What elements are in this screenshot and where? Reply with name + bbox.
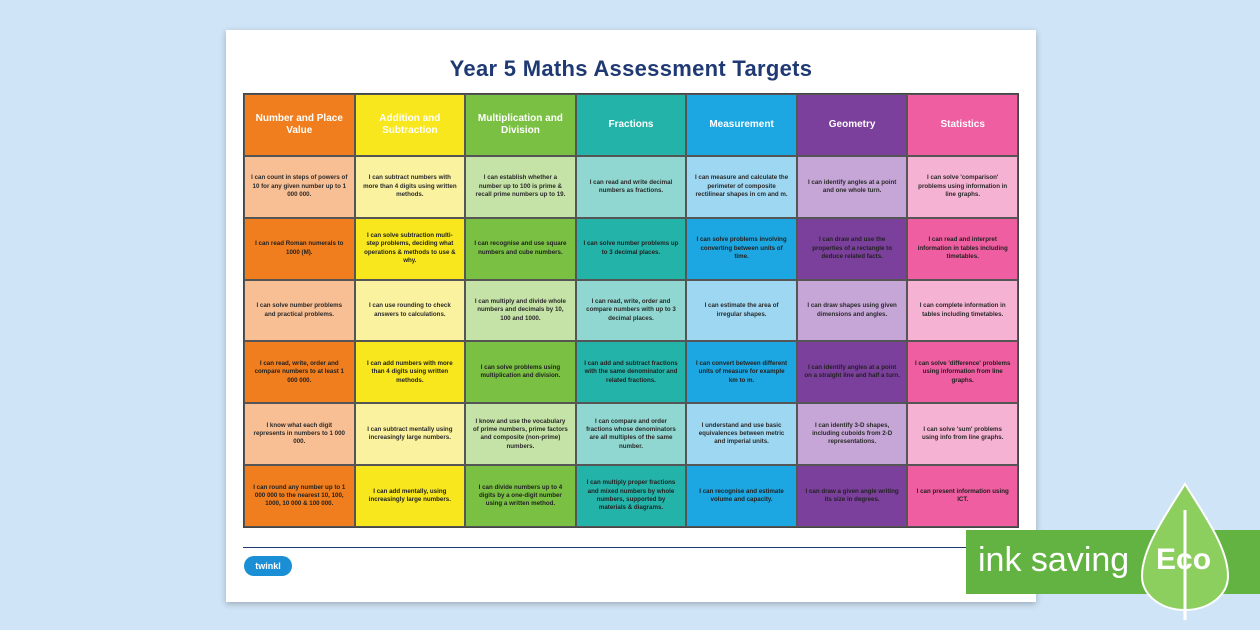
target-cell: I can read Roman numerals to 1000 (M).: [244, 218, 355, 280]
target-cell: I can solve 'sum' problems using info from line graphs.: [907, 403, 1018, 465]
target-cell: I can add mentally, using increasingly large numbers.: [355, 465, 466, 527]
target-cell: I can subtract numbers with more than 4 digits using written methods.: [355, 156, 466, 218]
target-cell: I can estimate the area of irregular shapes.: [686, 280, 797, 342]
target-cell: I can add and subtract fractions with the same denominator and related fractions.: [576, 341, 687, 403]
target-cell: I can read, write, order and compare numbers to at least 1 000 000.: [244, 341, 355, 403]
target-cell: I can solve problems using multiplication and division.: [465, 341, 576, 403]
ink-saving-label: ink saving: [978, 541, 1130, 579]
target-cell: I can identify angles at a point on a straight line and half a turn.: [797, 341, 908, 403]
target-cell: I can convert between different units of measure for example km to m.: [686, 341, 797, 403]
target-cell: I can identify angles at a point and one whole turn.: [797, 156, 908, 218]
target-cell: I can round any number up to 1 000 000 to the nearest 10, 100, 1000, 10 000 & 100 000.: [244, 465, 355, 527]
targets-table: [243, 93, 1019, 528]
target-cell: I understand and use basic equivalences between metric and imperial units.: [686, 403, 797, 465]
target-cell: I can present information using ICT.: [907, 465, 1018, 527]
target-cell: I can draw a given angle writing its size in degrees.: [797, 465, 908, 527]
target-cell: I can identify 3-D shapes, including cuboids from 2-D representations.: [797, 403, 908, 465]
column-header: Statistics: [907, 94, 1018, 156]
target-cell: I can solve subtraction multi-step problems, deciding what operations & methods to use & why.: [355, 218, 466, 280]
target-cell: I can multiply proper fractions and mixed numbers by whole numbers, supported by materials & diagrams.: [576, 465, 687, 527]
column-header: Multiplication and Division: [465, 94, 576, 156]
target-cell: I can use rounding to check answers to calculations.: [355, 280, 466, 342]
target-cell: I can draw and use the properties of a rectangle to deduce related facts.: [797, 218, 908, 280]
column-header: Geometry: [797, 94, 908, 156]
target-cell: I can measure and calculate the perimeter of composite rectilinear shapes in cm and m.: [686, 156, 797, 218]
target-cell: I can solve number problems and practical problems.: [244, 280, 355, 342]
column-header: Addition and Subtraction: [355, 94, 466, 156]
target-cell: I can solve 'difference' problems using information from line graphs.: [907, 341, 1018, 403]
target-cell: I can compare and order fractions whose denominators are all multiples of the same number.: [576, 403, 687, 465]
target-cell: I can multiply and divide whole numbers and decimals by 10, 100 and 1000.: [465, 280, 576, 342]
page-title: Year 5 Maths Assessment Targets: [449, 56, 813, 81]
target-cell: I can establish whether a number up to 100 is prime & recall prime numbers up to 19.: [465, 156, 576, 218]
target-cell: I can subtract mentally using increasingly large numbers.: [355, 403, 466, 465]
target-cell: I can draw shapes using given dimensions and angles.: [797, 280, 908, 342]
target-cell: I can read and write decimal numbers as fractions.: [576, 156, 687, 218]
worksheet-page: [226, 30, 1036, 602]
target-cell: I can read, write, order and compare numbers with up to 3 decimal places.: [576, 280, 687, 342]
target-cell: I can solve 'comparison' problems using information in line graphs.: [907, 156, 1018, 218]
footer-divider: [243, 547, 1019, 548]
target-cell: I know what each digit represents in numbers to 1 000 000.: [244, 403, 355, 465]
target-cell: I can add numbers with more than 4 digits using written methods.: [355, 341, 466, 403]
column-header: Number and Place Value: [244, 94, 355, 156]
eco-label: Eco: [1156, 543, 1212, 576]
target-cell: I can solve number problems up to 3 decimal places.: [576, 218, 687, 280]
target-cell: I can read and interpret information in tables including timetables.: [907, 218, 1018, 280]
target-cell: I can divide numbers up to 4 digits by a one-digit number using a written method.: [465, 465, 576, 527]
column-header: Measurement: [686, 94, 797, 156]
target-cell: I know and use the vocabulary of prime numbers, prime factors and composite (non-prime) numbers.: [465, 403, 576, 465]
twinkl-logo: twinkl: [244, 556, 292, 576]
target-cell: I can solve problems involving converting between units of time.: [686, 218, 797, 280]
column-header: Fractions: [576, 94, 687, 156]
target-cell: I can complete information in tables including timetables.: [907, 280, 1018, 342]
target-cell: I can recognise and use square numbers and cube numbers.: [465, 218, 576, 280]
target-cell: I can recognise and estimate volume and capacity.: [686, 465, 797, 527]
target-cell: I can count in steps of powers of 10 for any given number up to 1 000 000.: [244, 156, 355, 218]
